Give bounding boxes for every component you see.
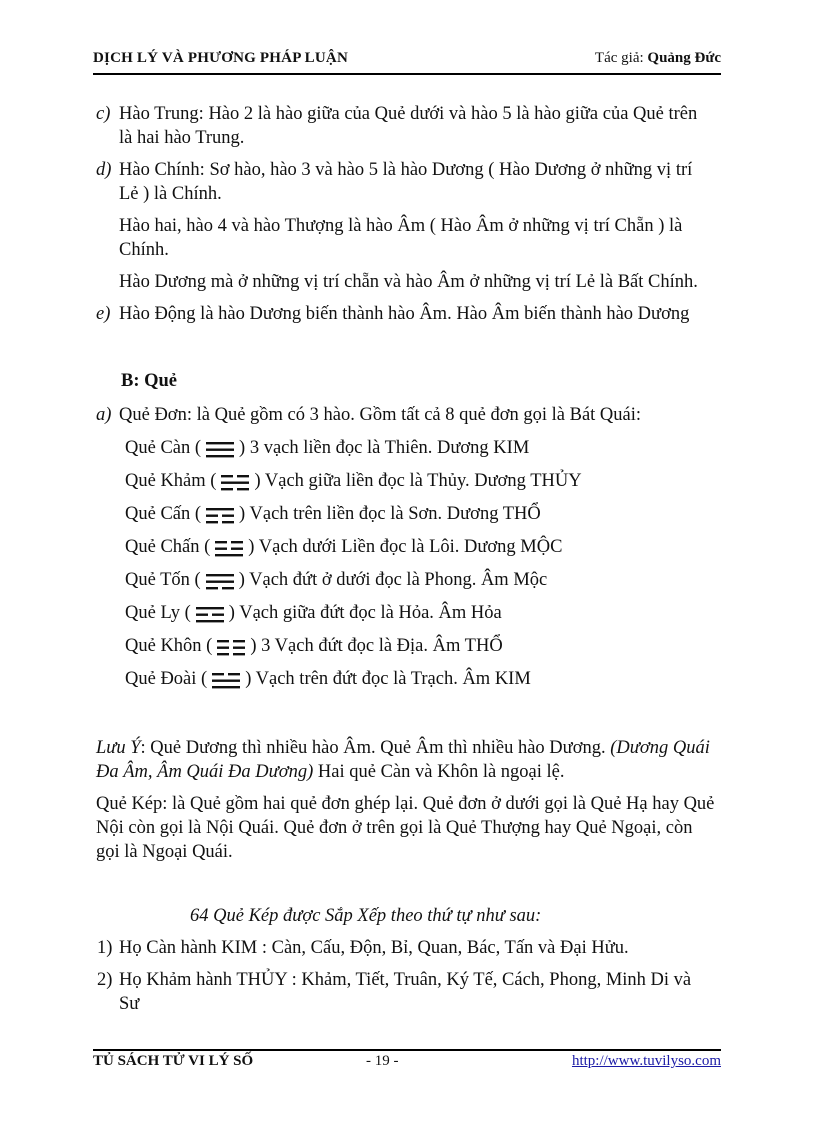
item-e-line1: Hào Động là hào Dương biến thành hào Âm. Hào Âm biến thành hào Dương: [119, 304, 690, 324]
trigram-row: [125, 601, 502, 625]
trigram-ton-icon: [203, 572, 237, 590]
yin-line-segment: [233, 653, 245, 655]
yang-line: [196, 620, 224, 622]
yin-line-segment: [206, 587, 218, 589]
trigram-name: Quẻ Chấn (: [125, 537, 211, 557]
trigram-name: Quẻ Ly (: [125, 603, 191, 623]
note-line2: [96, 760, 565, 784]
yin-line-segment: [217, 653, 229, 655]
section-heading: B: Quẻ: [121, 371, 178, 391]
trigram-row: [125, 667, 531, 691]
note-italic2: Đa Âm, Âm Quái Đa Dương): [96, 762, 314, 782]
yin-line-segment: [222, 514, 234, 516]
yin-line-segment: [222, 521, 234, 523]
note-label: Lưu Ý: [96, 738, 141, 758]
yin-line-segment: [221, 488, 233, 490]
header-rule: [93, 73, 721, 75]
trigram-name: Quẻ Khôn (: [125, 636, 213, 656]
trigram-row: [125, 568, 547, 592]
yin-line-segment: [212, 613, 224, 615]
family-2-line2: Sư: [119, 994, 140, 1014]
yang-line: [206, 442, 234, 444]
note-italic1: (Dương Quái: [610, 738, 710, 758]
item-d-line2: Lẻ ) là Chính.: [119, 184, 222, 204]
note-text2: Hai quẻ Càn và Khôn là ngoại lệ.: [313, 762, 565, 782]
trigram-description: ) Vạch giữa đứt đọc là Hỏa. Âm Hỏa: [228, 603, 502, 623]
trigram-description: ) 3 Vạch đứt đọc là Địa. Âm THỔ: [250, 636, 503, 656]
yin-line-segment: [233, 646, 245, 648]
header-author: [595, 50, 721, 67]
trigram-description: ) Vạch giữa liền đọc là Thủy. Dương THỦY: [254, 471, 582, 491]
yang-line: [206, 508, 234, 510]
marker-e: e): [96, 304, 111, 324]
trigram-doai-icon: [209, 671, 243, 689]
yin-line-segment: [215, 541, 227, 543]
item-d3-line1: Hào Dương mà ở những vị trí chẵn và hào Âm ở những vị trí Lẻ là Bất Chính.: [119, 272, 698, 292]
trigram-name: Quẻ Tốn (: [125, 570, 201, 590]
trigram-name: Quẻ Cấn (: [125, 504, 202, 524]
yang-line: [212, 679, 240, 681]
yang-line: [206, 580, 234, 582]
trigram-chan-icon: [212, 539, 246, 557]
page-number: - 19 -: [366, 1053, 399, 1069]
yang-line: [221, 481, 249, 483]
trigram-row: [125, 535, 562, 559]
trigram-can-mountain-icon: [203, 506, 237, 524]
header-title: DỊCH LÝ VÀ PHƯƠNG PHÁP LUẬN: [93, 50, 348, 66]
trigram-description: ) Vạch dưới Liền đọc là Lôi. Dương MỘC: [248, 537, 563, 557]
trigram-can-icon: [203, 440, 237, 458]
yin-line-segment: [217, 646, 229, 648]
footer-rule: [93, 1049, 721, 1051]
item-d2-line2: Chính.: [119, 240, 169, 260]
yin-line-segment: [233, 640, 245, 642]
yin-line-segment: [237, 488, 249, 490]
yin-line-segment: [228, 673, 240, 675]
yang-line: [212, 686, 240, 688]
family-1-marker: 1): [97, 938, 113, 958]
item-c-line2: là hai hào Trung.: [119, 128, 245, 148]
yang-line: [206, 455, 234, 457]
trigram-name: Quẻ Khảm (: [125, 471, 217, 491]
marker-a: a): [96, 405, 112, 425]
trigram-description: ) Vạch đứt ở dưới đọc là Phong. Âm Mộc: [238, 570, 548, 590]
trigram-description: ) Vạch trên liền đọc là Sơn. Dương THỔ: [239, 504, 541, 524]
trigram-khon-icon: [214, 638, 248, 656]
subtitle: 64 Quẻ Kép được Sắp Xếp theo thứ tự như sau:: [190, 906, 542, 926]
marker-d: d): [96, 160, 112, 180]
trigram-name: Quẻ Càn (: [125, 438, 202, 458]
que-kep-line2: Nội còn gọi là Nội Quái. Quẻ đơn ở trên gọi là Quẻ Thượng hay Quẻ Ngoại, còn: [96, 818, 693, 838]
footer-link[interactable]: http://www.tuvilyso.com: [571, 1053, 721, 1069]
author-name: Quảng Đức: [647, 50, 721, 66]
yin-line-segment: [237, 475, 249, 477]
item-d-line1: Hào Chính: Sơ hào, hào 3 và hào 5 là hào Dương ( Hào Dương ở những vị trí: [119, 160, 693, 180]
yin-line-segment: [217, 640, 229, 642]
yin-line-segment: [222, 587, 234, 589]
family-1-line1: Họ Càn hành KIM : Càn, Cấu, Độn, Bỉ, Quan, Bác, Tấn và Đại Hửu.: [119, 938, 629, 958]
trigram-description: ) 3 vạch liền đọc là Thiên. Dương KIM: [239, 438, 530, 458]
trigram-kham-icon: [218, 473, 252, 491]
yin-line-segment: [206, 514, 218, 516]
yang-line: [206, 574, 234, 576]
footer-left: TỦ SÁCH TỬ VI LÝ SỐ: [93, 1053, 254, 1069]
yang-line: [215, 554, 243, 556]
que-kep-line3: gọi là Ngoại Quái.: [96, 842, 233, 862]
trigram-row: [125, 634, 503, 658]
marker-c: c): [96, 104, 111, 124]
item-c-line1: Hào Trung: Hào 2 là hào giữa của Quẻ dưới và hào 5 là hào giữa của Quẻ trên: [119, 104, 698, 124]
note-line1: [96, 736, 721, 760]
yin-line-segment: [206, 521, 218, 523]
yin-line-segment: [231, 541, 243, 543]
trigram-name: Quẻ Đoài (: [125, 669, 208, 689]
family-2-marker: 2): [97, 970, 113, 990]
trigram-row: [125, 469, 582, 493]
yin-line-segment: [231, 547, 243, 549]
item-d2-line1: Hào hai, hào 4 và hào Thượng là hào Âm ( Hào Âm ở những vị trí Chẵn ) là: [119, 216, 683, 236]
trigram-ly-icon: [193, 605, 227, 623]
trigram-description: ) Vạch trên đứt đọc là Trạch. Âm KIM: [245, 669, 531, 689]
item-a-text: Quẻ Đơn: là Quẻ gồm có 3 hào. Gồm tất cả 8 quẻ đơn gọi là Bát Quái:: [119, 405, 642, 425]
yin-line-segment: [196, 613, 208, 615]
yin-line-segment: [221, 475, 233, 477]
yin-line-segment: [215, 547, 227, 549]
yang-line: [206, 448, 234, 450]
yang-line: [196, 607, 224, 609]
yin-line-segment: [212, 673, 224, 675]
trigram-row: [125, 502, 541, 526]
family-2-line1: Họ Khảm hành THỦY : Khảm, Tiết, Truân, Ký Tế, Cách, Phong, Minh Di và: [119, 970, 692, 990]
trigram-row: [125, 436, 529, 460]
author-prefix: Tác giả:: [594, 50, 648, 66]
que-kep-line1: Quẻ Kép: là Quẻ gồm hai quẻ đơn ghép lại. Quẻ đơn ở dưới gọi là Quẻ Hạ hay Quẻ: [96, 794, 715, 814]
note-text1: : Quẻ Dương thì nhiều hào Âm. Quẻ Âm thì nhiều hào Dương.: [140, 738, 611, 758]
